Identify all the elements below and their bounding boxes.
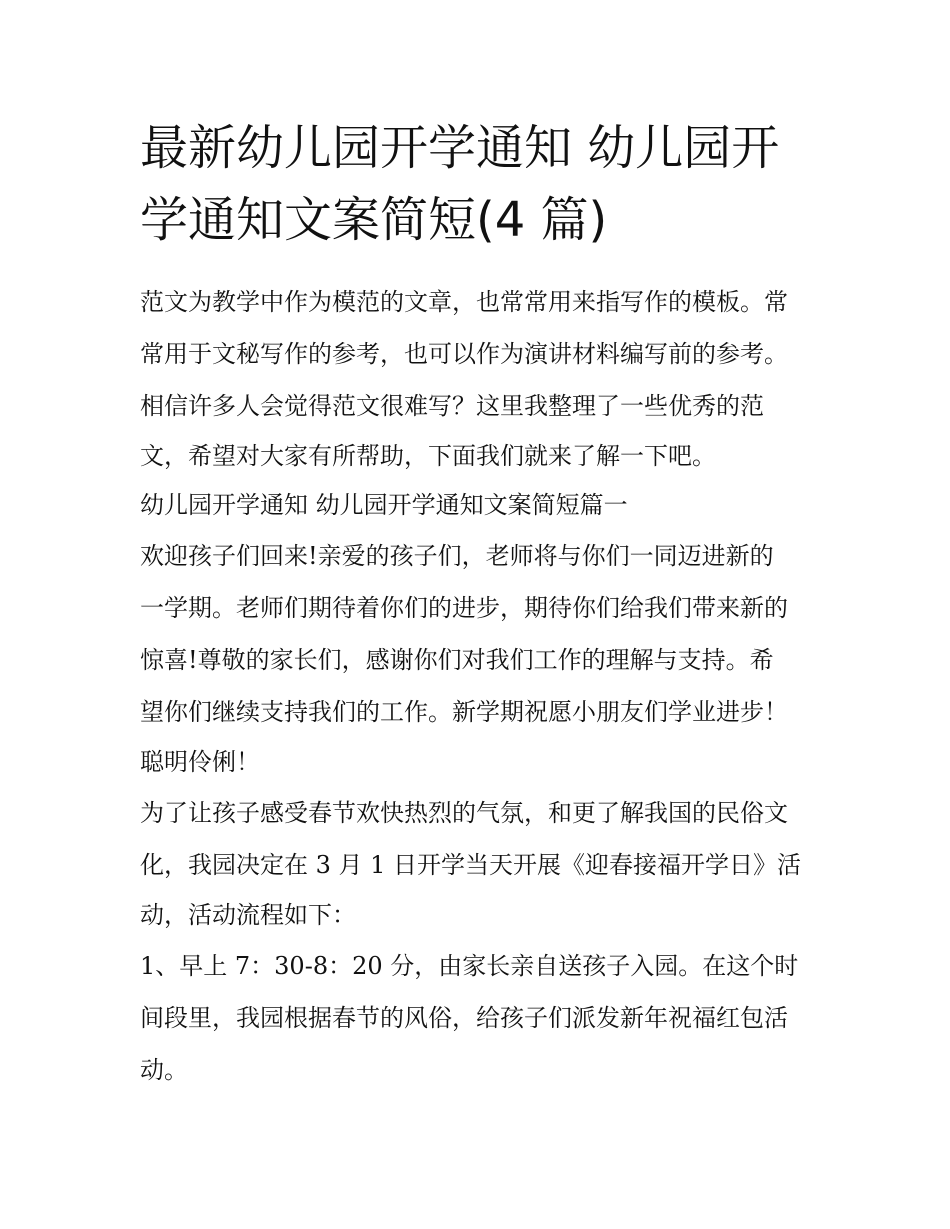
text-line: 聪明伶俐！ — [140, 748, 260, 776]
paragraph-schedule-item — [140, 940, 815, 1096]
text-line: 一学期。老师们期待着你们的进步，期待你们给我们带来新的 — [140, 594, 788, 622]
text-line: 为了让孩子感受春节欢快热烈的气氛，和更了解我国的民俗文 — [140, 799, 788, 827]
text-line: 动。 — [140, 1056, 188, 1084]
document-page — [140, 112, 815, 1096]
text-line: 幼儿园开学通知 幼儿园开学通知文案简短篇一 — [140, 491, 628, 519]
title-line: 学通知文案简短(4 篇) — [140, 192, 608, 248]
text-line: 相信许多人会觉得范文很难写？这里我整理了一些优秀的范 — [140, 392, 764, 420]
section-heading — [140, 481, 815, 530]
paragraph-welcome — [140, 530, 815, 787]
text-line: 文，希望对大家有所帮助，下面我们就来了解一下吧。 — [140, 442, 716, 470]
paragraph-activity — [140, 787, 815, 940]
text-line: 动，活动流程如下： — [140, 901, 356, 929]
text-line: 常用于文秘写作的参考，也可以作为演讲材料编写前的参考。 — [140, 340, 788, 368]
document-title — [140, 112, 815, 256]
title-line: 最新幼儿园开学通知 幼儿园开 — [140, 120, 780, 176]
document-body — [140, 276, 815, 1096]
text-line: 间段里，我园根据春节的风俗，给孩子们派发新年祝福红包活 — [140, 1004, 788, 1032]
text-line: 惊喜!尊敬的家长们，感谢你们对我们工作的理解与支持。希 — [140, 646, 774, 674]
paragraph-intro — [140, 276, 815, 481]
text-line: 望你们继续支持我们的工作。新学期祝愿小朋友们学业进步！ — [140, 698, 788, 726]
text-line: 欢迎孩子们回来!亲爱的孩子们，老师将与你们一同迈进新的 — [140, 542, 774, 570]
text-line: 范文为教学中作为模范的文章，也常常用来指写作的模板。常 — [140, 288, 788, 316]
text-line: 1、早上 7：30-8：20 分，由家长亲自送孩子入园。在这个时 — [140, 952, 799, 980]
text-line: 化，我园决定在 3 月 1 日开学当天开展《迎春接福开学日》活 — [140, 851, 802, 879]
